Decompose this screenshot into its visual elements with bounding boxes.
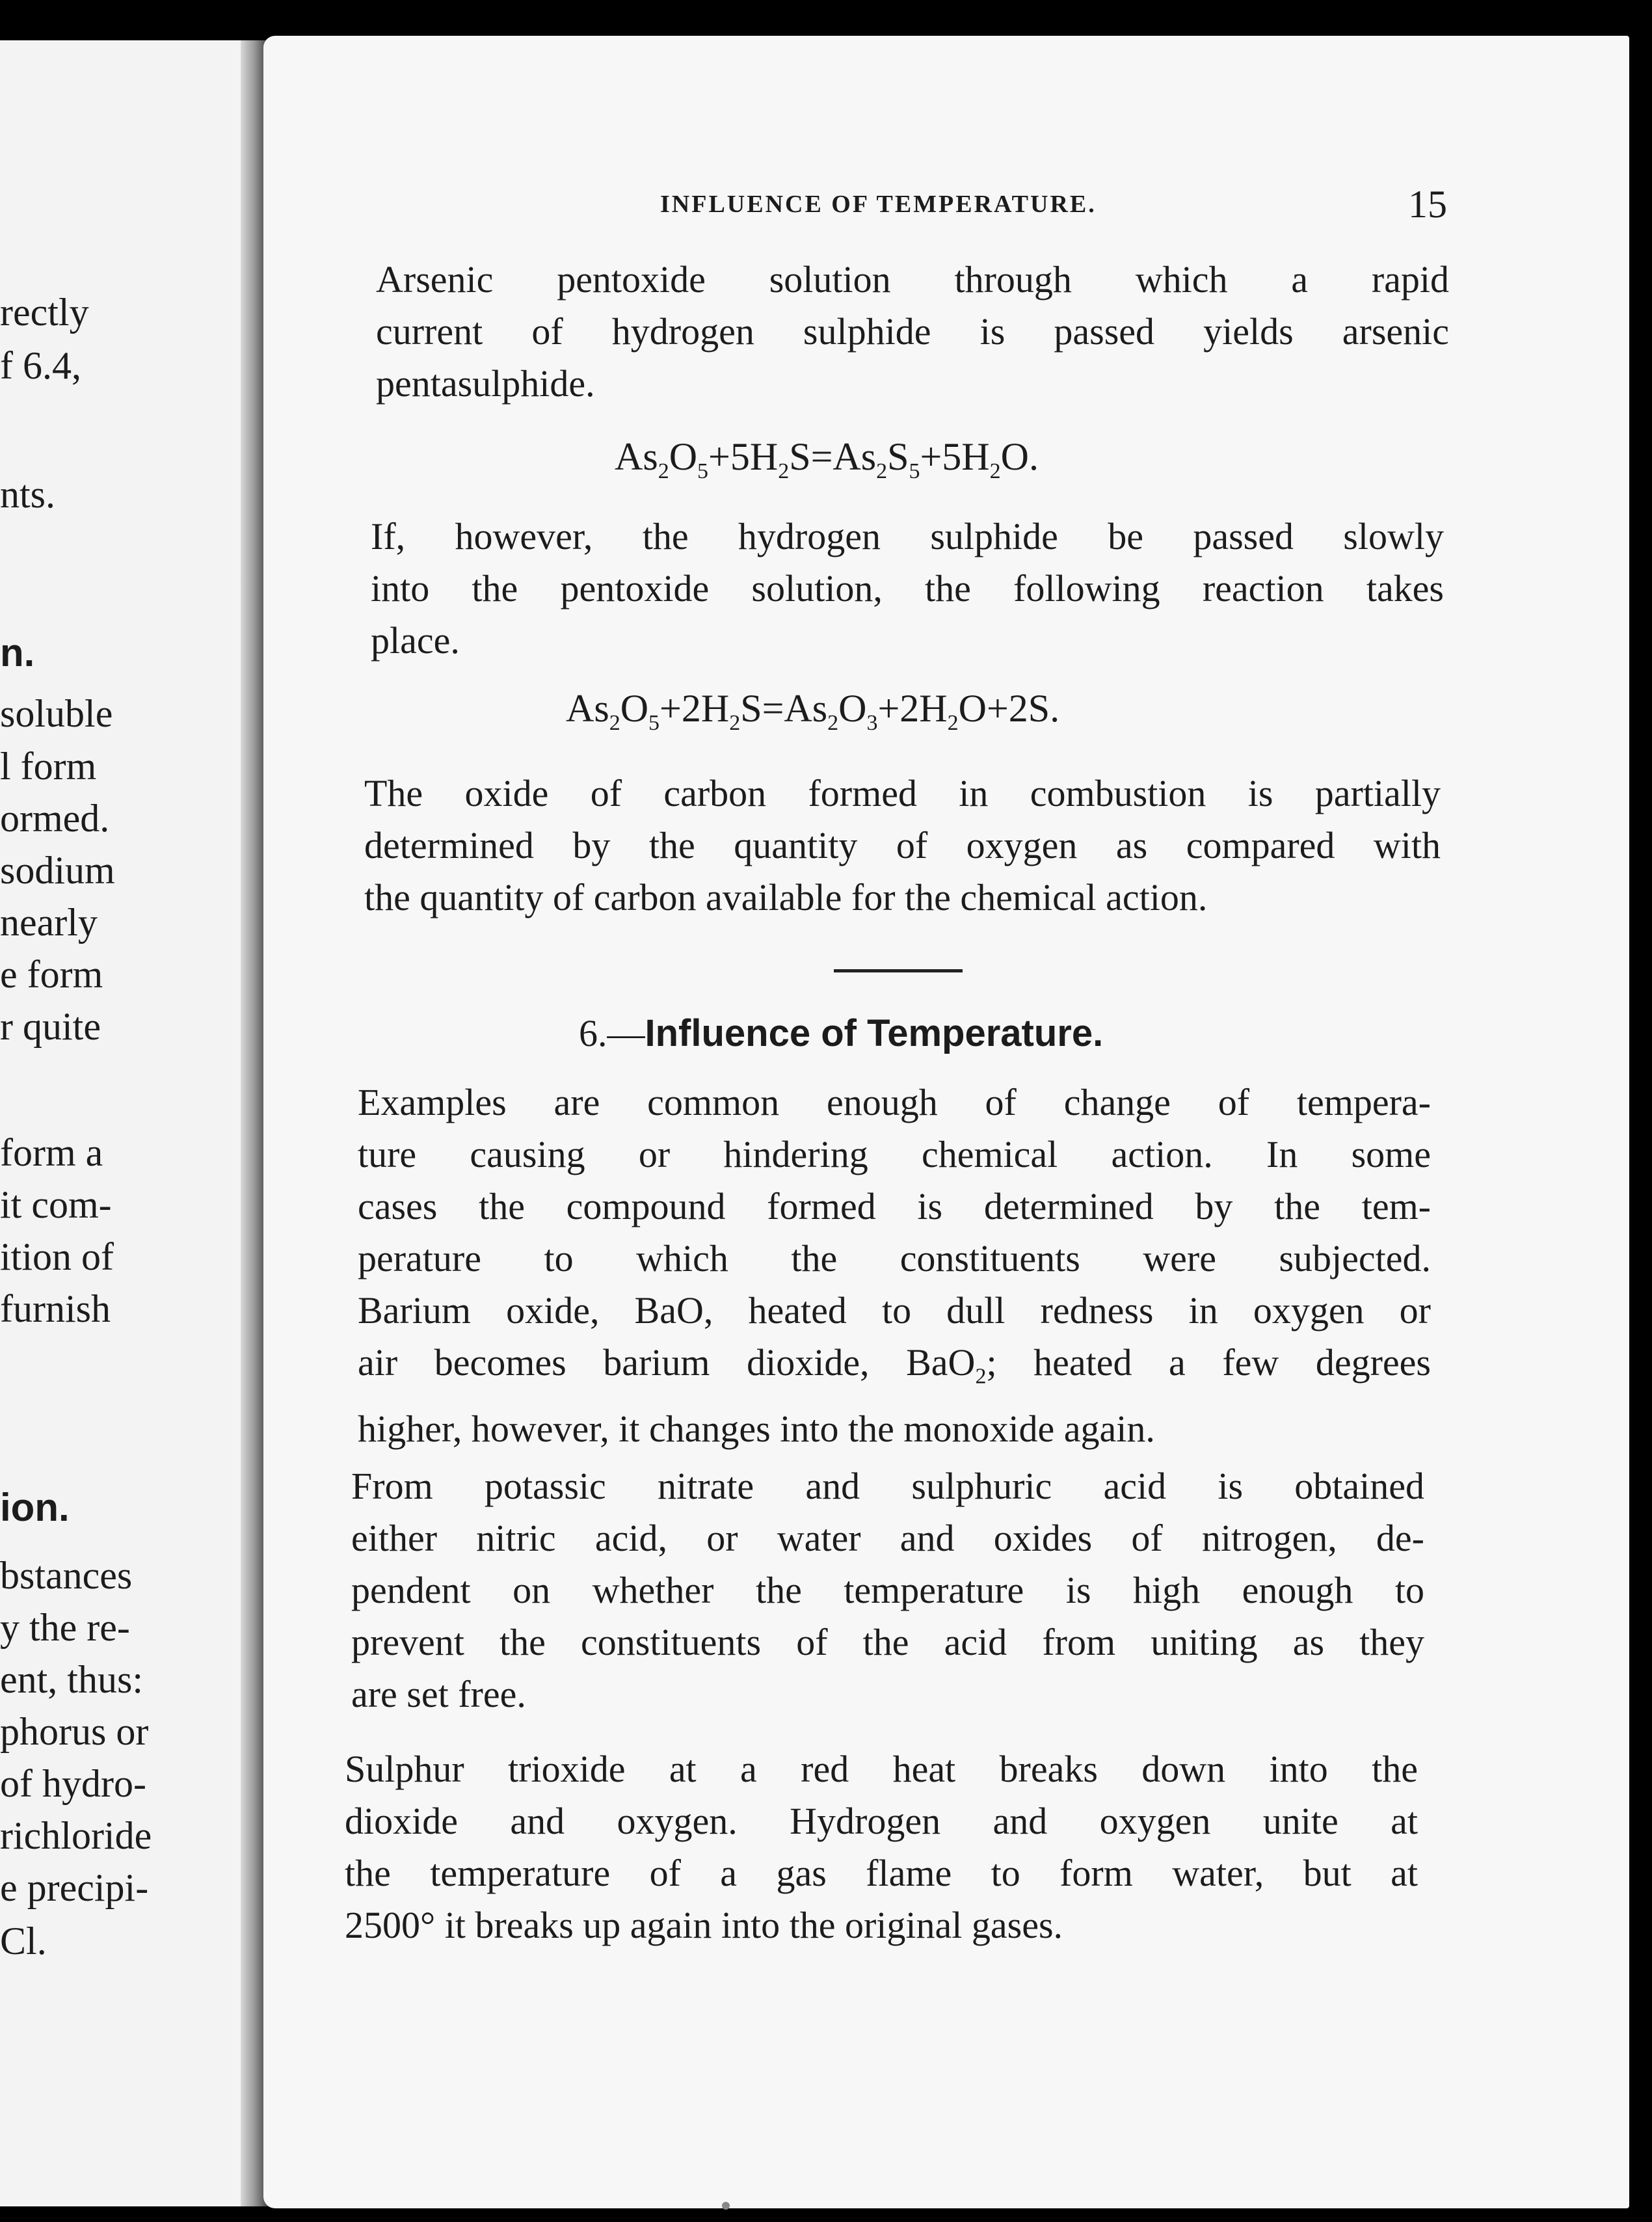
text-line: current of hydrogen sulphide is passed yields arsenic bbox=[376, 310, 1449, 353]
paragraph-arsenic-pentoxide bbox=[376, 254, 1449, 410]
paragraph-slow-passage bbox=[371, 511, 1444, 667]
left-line: form a bbox=[0, 1131, 103, 1174]
left-line: it com- bbox=[0, 1183, 112, 1226]
paragraph-potassic-nitrate bbox=[351, 1460, 1424, 1720]
text-line: Sulphur trioxide at a red heat breaks down into the bbox=[345, 1748, 1418, 1790]
section-divider bbox=[834, 969, 963, 972]
left-line: of hydro- bbox=[0, 1762, 146, 1805]
left-line: y the re- bbox=[0, 1606, 130, 1649]
left-line: r quite bbox=[0, 1005, 101, 1048]
text-line: If, however, the hydrogen sulphide be passed slowly bbox=[371, 515, 1444, 557]
text-line: the temperature of a gas flame to form water, but at bbox=[345, 1852, 1418, 1894]
text-line: Arsenic pentoxide solution through which a rapid bbox=[376, 258, 1449, 301]
left-line: furnish bbox=[0, 1287, 111, 1330]
left-line: ormed. bbox=[0, 797, 110, 840]
text-line: From potassic nitrate and sulphuric acid is obtained bbox=[351, 1465, 1424, 1507]
left-line: soluble bbox=[0, 692, 113, 735]
left-line: bstances bbox=[0, 1554, 133, 1597]
paragraph-examples bbox=[358, 1077, 1431, 1455]
text-line: Examples are common enough of change of tempera- bbox=[358, 1081, 1431, 1123]
left-line: phorus or bbox=[0, 1710, 149, 1753]
text-line: perature to which the constituents were subjected. bbox=[358, 1237, 1431, 1279]
text-line: into the pentoxide solution, the following reaction takes bbox=[371, 567, 1444, 609]
page-number: 15 bbox=[1408, 183, 1447, 226]
left-line: e precipi- bbox=[0, 1866, 149, 1909]
text-line: Barium oxide, BaO, heated to dull redness in oxygen or bbox=[358, 1289, 1431, 1332]
text-line: pendent on whether the temperature is high enough to bbox=[351, 1569, 1424, 1611]
section-title: Influence of Temperature. bbox=[645, 1012, 1104, 1054]
left-line: l form bbox=[0, 745, 97, 788]
text-line: cases the compound formed is determined by the tem- bbox=[358, 1185, 1431, 1227]
equation-2: $As_2O_5+2H_2S=As_2O_3+2H_2O+2S$. bbox=[566, 687, 1060, 735]
text-line: The oxide of carbon formed in combustion is partially bbox=[364, 772, 1441, 814]
paragraph-sulphur-trioxide bbox=[345, 1743, 1418, 1951]
text-line: are set free. bbox=[351, 1673, 526, 1715]
text-line: either nitric acid, or water and oxides of nitrogen, de- bbox=[351, 1517, 1424, 1559]
text-line: prevent the constituents of the acid from uniting as they bbox=[351, 1621, 1424, 1663]
text-line: ture causing or hindering chemical action. In some bbox=[358, 1133, 1431, 1175]
text-line: pentasulphide. bbox=[376, 362, 595, 405]
text-line: higher, however, it changes into the monoxide again. bbox=[358, 1407, 1155, 1450]
left-line: e form bbox=[0, 953, 103, 996]
text-line: air becomes barium dioxide, BaO$_2$; heated a few degrees bbox=[358, 1341, 1431, 1389]
left-line: rectly bbox=[0, 291, 89, 334]
left-line: nearly bbox=[0, 901, 98, 944]
left-line: ent, thus: bbox=[0, 1658, 143, 1701]
left-line: ition of bbox=[0, 1235, 114, 1278]
left-line: nts. bbox=[0, 473, 56, 516]
scan-speck bbox=[722, 2202, 730, 2210]
left-line: Cl. bbox=[0, 1920, 47, 1962]
text-line: 2500° it breaks up again into the original gases. bbox=[345, 1904, 1063, 1946]
paragraph-carbon-oxide bbox=[364, 768, 1441, 924]
section-heading bbox=[579, 1011, 1103, 1055]
left-line: n. bbox=[0, 631, 35, 675]
text-line: the quantity of carbon available for the chemical action. bbox=[364, 876, 1208, 918]
left-line: ion. bbox=[0, 1486, 70, 1529]
equation-1: $As_2O_5+5H_2S=As_2S_5+5H_2O$. bbox=[615, 435, 1039, 483]
text-line: determined by the quantity of oxygen as compared with bbox=[364, 824, 1441, 866]
left-line: f 6.4, bbox=[0, 344, 81, 387]
text-line: dioxide and oxygen. Hydrogen and oxygen unite at bbox=[345, 1800, 1418, 1842]
running-head: INFLUENCE OF TEMPERATURE. bbox=[660, 191, 1097, 218]
text-line: place. bbox=[371, 619, 460, 662]
section-number: 6.— bbox=[579, 1012, 645, 1054]
left-page-fragment bbox=[0, 40, 255, 2206]
left-line: sodium bbox=[0, 849, 115, 892]
left-line: richloride bbox=[0, 1814, 152, 1857]
